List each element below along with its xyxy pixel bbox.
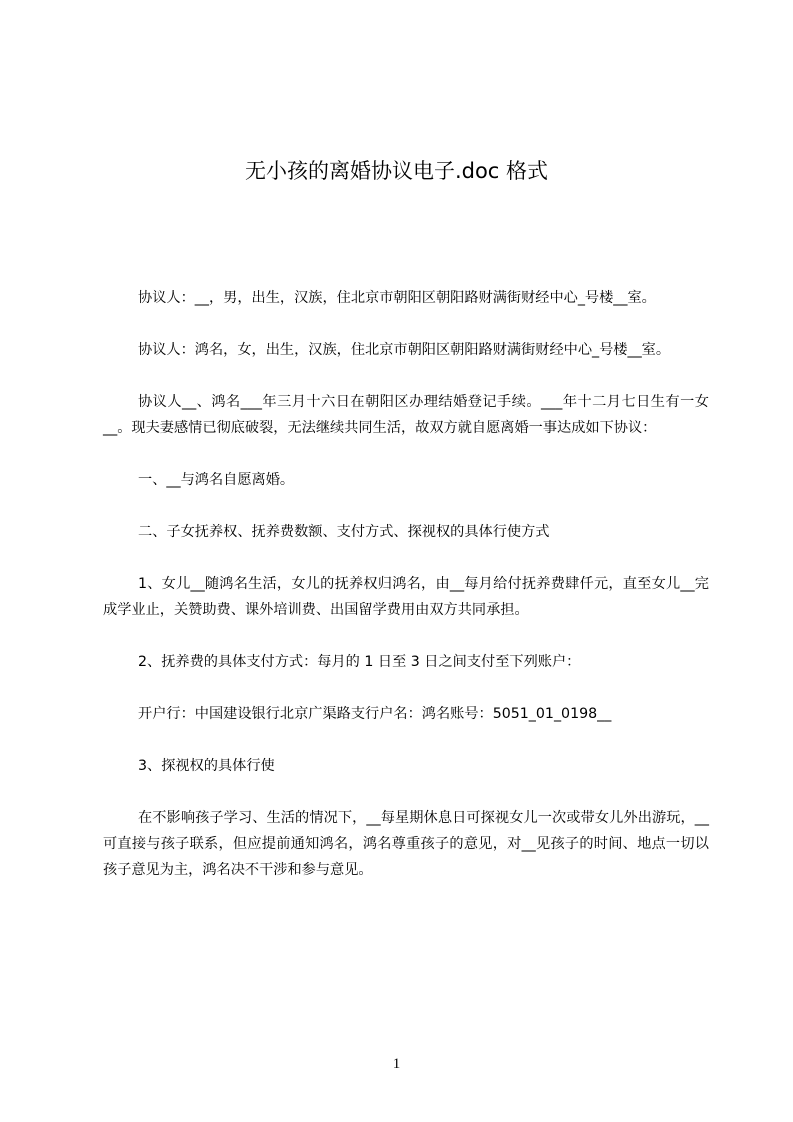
paragraph-clause-2-heading: 二、子女抚养权、抚养费数额、支付方式、探视权的具体行使方式 (138, 524, 550, 540)
paragraph-party-2: 协议人：鸿名，女，出生，汉族，住北京市朝阳区朝阳路财满街财经中心_号楼__室。 (138, 342, 671, 358)
document-body (103, 285, 709, 909)
paragraph-custody: 1、女儿__随鸿名生活，女儿的抚养权归鸿名，由__每月给付抚养费肆仟元，直至女儿__完成学业止，关赞助费、课外培训费、出国留学费用由双方共同承担。 (103, 576, 709, 618)
document-title: 无小孩的离婚协议电子.doc 格式 (244, 159, 549, 184)
paragraph-payment-method: 2、抚养费的具体支付方式：每月的 1 日至 3 日之间支付至下列账户： (138, 654, 581, 670)
paragraph-party-1: 协议人：__，男，出生，汉族，住北京市朝阳区朝阳路财满街财经中心_号楼__室。 (138, 290, 656, 306)
page-number: 1 (392, 1056, 401, 1072)
paragraph-visitation: 在不影响孩子学习、生活的情况下，__每星期休息日可探视女儿一次或带女儿外出游玩，__可直接与孩子联系，但应提前通知鸿名，鸿名尊重孩子的意见，对__见孩子的时间、地点一切以孩子意见为主，鸿名决不干涉和参与意见。 (103, 810, 709, 878)
paragraph-clause-1: 一、__与鸿名自愿离婚。 (138, 472, 295, 488)
paragraph-bank-account: 开户行：中国建设银行北京广渠路支行户名：鸿名账号：5051_01_0198__ (138, 706, 612, 722)
paragraph-preamble: 协议人__、鸿名___年三月十六日在朝阳区办理结婚登记手续。___年十二月七日生有一女__。现夫妻感情已彻底破裂，无法继续共同生活，故双方就自愿离婚一事达成如下协议： (103, 394, 709, 436)
paragraph-visitation-heading: 3、探视权的具体行使 (138, 758, 275, 774)
